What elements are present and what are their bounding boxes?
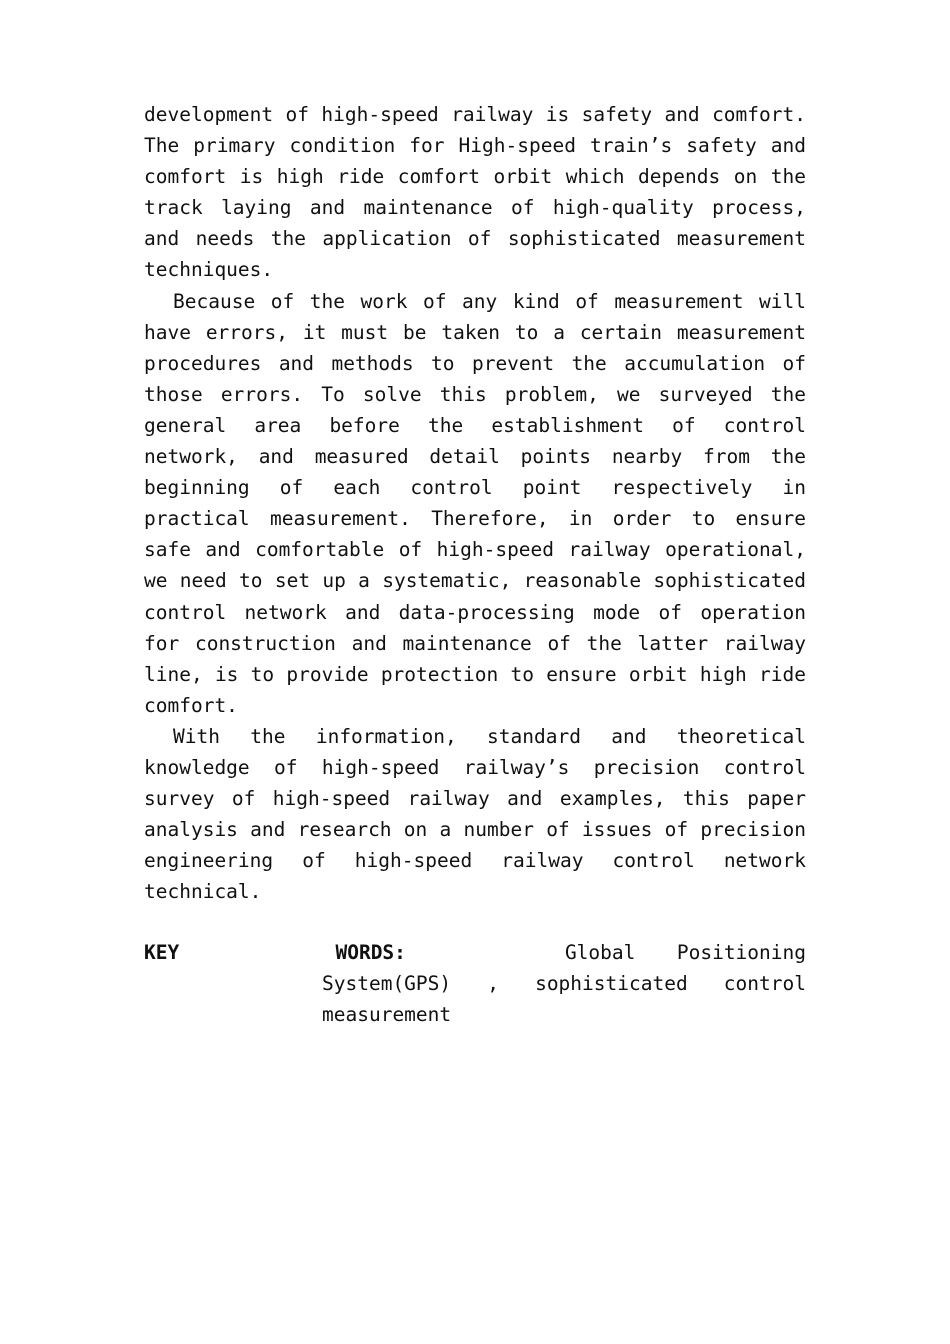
keywords-line-1: [144, 937, 806, 968]
keyword-term: sophisticated: [535, 972, 688, 996]
keywords-section: [144, 937, 806, 1030]
keywords-line-3: [322, 999, 806, 1030]
keyword-term: System(GPS): [322, 972, 452, 996]
paragraph-2: Because of the work of any kind of measurement will have errors, it must be taken to a certain measurement procedures and methods to prevent the accumulation of those errors. To solve this problem, we surveyed the general area before the establishment of control network, and measured detail points nearby from the beginning of each control point respectively in practical measurement. Therefore, in order to ensure safe and comfortable of high-speed railway operational, we need to set up a systematic, reasonable sophisticated control network and data-processing mode of operation for construction and maintenance of the latter railway line, is to provide protection to ensure orbit high ride comfort.: [144, 289, 806, 717]
keyword-term: Global: [564, 941, 636, 964]
paragraph-1: development of high-speed railway is safety and comfort. The primary condition for High-speed train’s safety and comfort is high ride comfort orbit which depends on the track laying and maintenance of high-quality process, and needs the application of sophisticated measurement techniques.: [144, 103, 806, 282]
keyword-term: measurement: [322, 1003, 452, 1027]
abstract-body: [144, 99, 806, 907]
keywords-label-words: WORDS:: [335, 941, 406, 964]
keywords-line-2: [322, 968, 806, 999]
keyword-term: Positioning: [676, 941, 806, 964]
paragraph-3: With the information, standard and theoretical knowledge of high-speed railway’s precision control survey of high-speed railway and examples, this paper analysis and research on a number of issues of precision engineering of high-speed railway control network technical.: [144, 724, 806, 904]
keyword-term: control: [723, 972, 806, 996]
keyword-separator: ,: [487, 972, 499, 996]
keywords-label-key: KEY: [144, 941, 180, 964]
